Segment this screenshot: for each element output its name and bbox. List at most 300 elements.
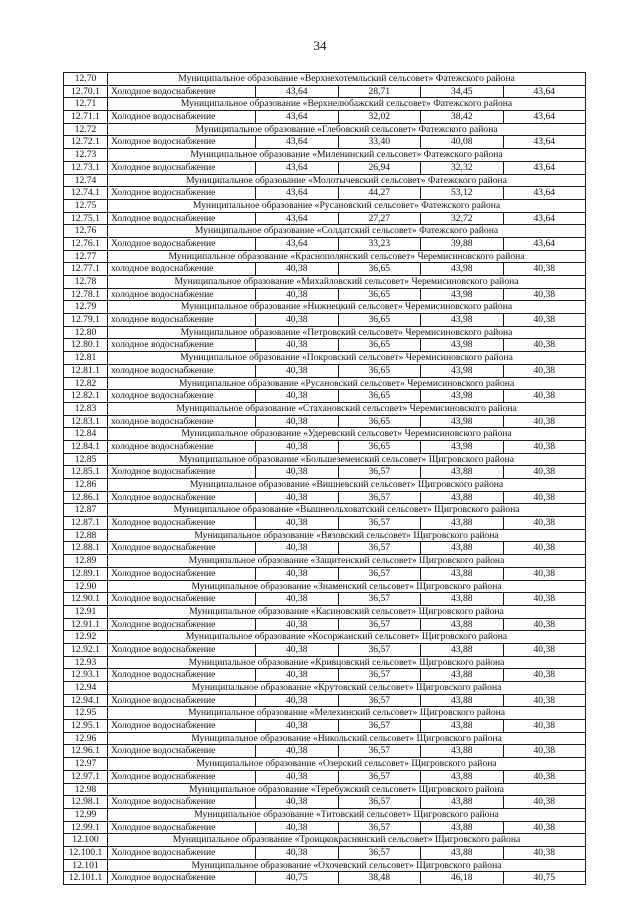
tariff-row [64, 339, 586, 352]
service-name: холодное водоснабжение [108, 364, 256, 377]
tariff-value: 43,64 [256, 212, 339, 225]
tariff-value: 40,38 [256, 263, 339, 276]
municipality-title: Муниципальное образование «Покровский сельсовет» Черемисиновского района [108, 352, 586, 365]
municipality-title: Муниципальное образование «Защитенский сельсовет» Щигровского района [108, 555, 586, 568]
tariff-value: 40,38 [503, 263, 586, 276]
tariff-code: 12.78.1 [64, 288, 108, 301]
tariff-row [64, 491, 586, 504]
tariff-row [64, 161, 586, 174]
tariff-code: 12.91.1 [64, 618, 108, 631]
tariff-value: 40,38 [256, 770, 339, 783]
tariff-row [64, 136, 586, 149]
municipality-title: Муниципальное образование «Верхнехотемльский сельсовет» Фатежского района [108, 73, 586, 86]
tariff-row [64, 872, 586, 885]
tariff-value: 43,88 [421, 669, 504, 682]
section-code: 12.75 [64, 199, 108, 212]
section-header-row [64, 250, 586, 263]
tariff-value: 40,38 [503, 517, 586, 530]
tariff-value: 43,88 [421, 542, 504, 555]
municipality-title: Муниципальное образование «Верхнелюбажский сельсовет» Фатежского района [108, 98, 586, 111]
tariff-value: 36,57 [338, 669, 421, 682]
municipality-title: Муниципальное образование «Троицкокраснянский сельсовет» Щигровского района [108, 834, 586, 847]
tariff-value: 43,88 [421, 821, 504, 834]
service-name: Холодное водоснабжение [108, 237, 256, 250]
tariff-value: 40,38 [503, 821, 586, 834]
section-code: 12.90 [64, 580, 108, 593]
section-code: 12.76 [64, 225, 108, 238]
service-name: Холодное водоснабжение [108, 745, 256, 758]
service-name: Холодное водоснабжение [108, 720, 256, 733]
tariff-value: 43,88 [421, 846, 504, 859]
service-name: Холодное водоснабжение [108, 85, 256, 98]
service-name: Холодное водоснабжение [108, 872, 256, 885]
tariff-value: 43,64 [256, 136, 339, 149]
section-code: 12.93 [64, 656, 108, 669]
tariff-value: 40,38 [256, 339, 339, 352]
tariff-code: 12.74.1 [64, 187, 108, 200]
page-number: 34 [313, 38, 327, 53]
section-header-row [64, 225, 586, 238]
tariff-value: 40,38 [503, 390, 586, 403]
service-name: Холодное водоснабжение [108, 491, 256, 504]
tariff-value: 40,38 [256, 694, 339, 707]
tariff-code: 12.79.1 [64, 314, 108, 327]
tariff-value: 40,38 [256, 846, 339, 859]
tariff-value: 40,38 [503, 542, 586, 555]
tariff-value: 40,38 [503, 643, 586, 656]
tariff-value: 36,57 [338, 466, 421, 479]
section-code: 12.101 [64, 859, 108, 872]
tariff-value: 40,38 [503, 796, 586, 809]
tariff-row [64, 821, 586, 834]
tariff-code: 12.100.1 [64, 846, 108, 859]
tariff-row [64, 669, 586, 682]
tariff-value: 40,38 [503, 745, 586, 758]
tariff-code: 12.84.1 [64, 440, 108, 453]
tariff-value: 40,38 [256, 364, 339, 377]
tariff-value: 36,65 [338, 288, 421, 301]
tariff-code: 12.72.1 [64, 136, 108, 149]
tariff-value: 43,98 [421, 364, 504, 377]
municipality-title: Муниципальное образование «Знаменский сельсовет» Щигровского района [108, 580, 586, 593]
tariff-value: 36,57 [338, 796, 421, 809]
tariff-value: 43,88 [421, 567, 504, 580]
tariff-row [64, 288, 586, 301]
section-header-row [64, 605, 586, 618]
section-header-row [64, 402, 586, 415]
tariff-value: 43,88 [421, 466, 504, 479]
tariff-value: 43,88 [421, 517, 504, 530]
tariff-row [64, 770, 586, 783]
municipality-title: Муниципальное образование «Мелехинский сельсовет» Щигровского района [108, 707, 586, 720]
tariff-value: 40,38 [256, 440, 339, 453]
tariff-code: 12.95.1 [64, 720, 108, 733]
section-header-row [64, 707, 586, 720]
tariff-row [64, 237, 586, 250]
tariff-row [64, 694, 586, 707]
service-name: Холодное водоснабжение [108, 593, 256, 606]
municipality-title: Муниципальное образование «Русановский сельсовет» Фатежского района [108, 199, 586, 212]
municipality-title: Муниципальное образование «Глебовский сельсовет» Фатежского района [108, 123, 586, 136]
tariff-value: 43,64 [256, 85, 339, 98]
section-code: 12.72 [64, 123, 108, 136]
tariff-value: 40,38 [503, 288, 586, 301]
section-header-row [64, 656, 586, 669]
section-code: 12.77 [64, 250, 108, 263]
tariff-value: 34,45 [421, 85, 504, 98]
section-header-row [64, 631, 586, 644]
tariff-value: 40,38 [256, 745, 339, 758]
tariff-value: 40,38 [256, 618, 339, 631]
municipality-title: Муниципальное образование «Касиновский сельсовет» Щигровского района [108, 605, 586, 618]
tariff-value: 36,57 [338, 542, 421, 555]
tariff-value: 43,64 [256, 187, 339, 200]
tariff-value: 36,65 [338, 364, 421, 377]
section-header-row [64, 377, 586, 390]
section-header-row [64, 732, 586, 745]
tariff-value: 43,64 [256, 237, 339, 250]
tariff-value: 36,65 [338, 390, 421, 403]
section-header-row [64, 834, 586, 847]
tariff-code: 12.92.1 [64, 643, 108, 656]
tariff-value: 43,98 [421, 440, 504, 453]
service-name: Холодное водоснабжение [108, 770, 256, 783]
tariff-value: 43,98 [421, 314, 504, 327]
tariff-value: 43,88 [421, 694, 504, 707]
municipality-title: Муниципальное образование «Кривцовский сельсовет» Щигровского района [108, 656, 586, 669]
tariff-value: 28,71 [338, 85, 421, 98]
tariff-code: 12.76.1 [64, 237, 108, 250]
tariff-value: 43,88 [421, 720, 504, 733]
tariff-row [64, 212, 586, 225]
service-name: Холодное водоснабжение [108, 846, 256, 859]
tariff-row [64, 567, 586, 580]
tariff-table-body [64, 73, 586, 885]
tariff-code: 12.82.1 [64, 390, 108, 403]
tariff-value: 53,12 [421, 187, 504, 200]
section-code: 12.84 [64, 428, 108, 441]
tariff-value: 46,18 [421, 872, 504, 885]
tariff-code: 12.99.1 [64, 821, 108, 834]
tariff-value: 36,65 [338, 440, 421, 453]
section-code: 12.80 [64, 326, 108, 339]
tariff-code: 12.98.1 [64, 796, 108, 809]
section-code: 12.92 [64, 631, 108, 644]
section-code: 12.85 [64, 453, 108, 466]
tariff-value: 39,88 [421, 237, 504, 250]
section-header-row [64, 326, 586, 339]
tariff-row [64, 745, 586, 758]
section-code: 12.79 [64, 301, 108, 314]
tariff-value: 38,42 [421, 111, 504, 124]
municipality-title: Муниципальное образование «Русановский сельсовет» Черемисиновского района [108, 377, 586, 390]
section-header-row [64, 174, 586, 187]
service-name: Холодное водоснабжение [108, 618, 256, 631]
tariff-value: 32,32 [421, 161, 504, 174]
tariff-value: 36,57 [338, 720, 421, 733]
section-header-row [64, 504, 586, 517]
tariff-value: 40,08 [421, 136, 504, 149]
section-code: 12.71 [64, 98, 108, 111]
tariff-value: 40,38 [256, 415, 339, 428]
tariff-value: 32,02 [338, 111, 421, 124]
tariff-value: 33,40 [338, 136, 421, 149]
tariff-code: 12.83.1 [64, 415, 108, 428]
tariff-value: 43,98 [421, 390, 504, 403]
tariff-table [63, 72, 586, 885]
tariff-value: 40,38 [503, 669, 586, 682]
section-header-row [64, 783, 586, 796]
tariff-code: 12.81.1 [64, 364, 108, 377]
tariff-row [64, 187, 586, 200]
section-code: 12.99 [64, 808, 108, 821]
tariff-value: 36,57 [338, 643, 421, 656]
tariff-value: 40,38 [256, 567, 339, 580]
tariff-value: 40,38 [503, 618, 586, 631]
municipality-title: Муниципальное образование «Нижнецкий сельсовет» Черемисиновского района [108, 301, 586, 314]
section-code: 12.86 [64, 479, 108, 492]
service-name: Холодное водоснабжение [108, 669, 256, 682]
tariff-value: 43,98 [421, 288, 504, 301]
tariff-row [64, 364, 586, 377]
service-name: холодное водоснабжение [108, 314, 256, 327]
section-header-row [64, 453, 586, 466]
tariff-row [64, 263, 586, 276]
tariff-value: 43,88 [421, 796, 504, 809]
service-name: Холодное водоснабжение [108, 111, 256, 124]
tariff-value: 36,65 [338, 314, 421, 327]
section-header-row [64, 580, 586, 593]
section-header-row [64, 859, 586, 872]
tariff-value: 43,64 [503, 85, 586, 98]
municipality-title: Муниципальное образование «Косоржанский сельсовет» Щигровского района [108, 631, 586, 644]
tariff-value: 40,38 [503, 720, 586, 733]
municipality-title: Муниципальное образование «Большеземенский сельсовет» Щигровского района [108, 453, 586, 466]
service-name: Холодное водоснабжение [108, 136, 256, 149]
section-code: 12.83 [64, 402, 108, 415]
section-code: 12.100 [64, 834, 108, 847]
tariff-value: 36,57 [338, 593, 421, 606]
tariff-value: 40,38 [256, 466, 339, 479]
tariff-row [64, 643, 586, 656]
tariff-row [64, 846, 586, 859]
tariff-value: 27,27 [338, 212, 421, 225]
service-name: холодное водоснабжение [108, 263, 256, 276]
tariff-value: 43,64 [256, 111, 339, 124]
section-code: 12.74 [64, 174, 108, 187]
service-name: холодное водоснабжение [108, 339, 256, 352]
tariff-value: 43,88 [421, 770, 504, 783]
tariff-value: 43,64 [503, 161, 586, 174]
tariff-row [64, 542, 586, 555]
section-header-row [64, 149, 586, 162]
tariff-value: 26,94 [338, 161, 421, 174]
tariff-value: 44,27 [338, 187, 421, 200]
municipality-title: Муниципальное образование «Никольский сельсовет» Щигровского района [108, 732, 586, 745]
municipality-title: Муниципальное образование «Солдатский сельсовет» Фатежского района [108, 225, 586, 238]
tariff-row [64, 517, 586, 530]
tariff-value: 36,65 [338, 415, 421, 428]
tariff-value: 43,88 [421, 745, 504, 758]
service-name: холодное водоснабжение [108, 440, 256, 453]
tariff-code: 12.89.1 [64, 567, 108, 580]
tariff-code: 12.90.1 [64, 593, 108, 606]
tariff-value: 40,38 [256, 314, 339, 327]
municipality-title: Муниципальное образование «Петровский сельсовет» Черемисиновского района [108, 326, 586, 339]
tariff-value: 40,38 [503, 567, 586, 580]
tariff-value: 36,57 [338, 517, 421, 530]
section-code: 12.87 [64, 504, 108, 517]
tariff-code: 12.73.1 [64, 161, 108, 174]
tariff-value: 40,38 [256, 542, 339, 555]
municipality-title: Муниципальное образование «Озерский сельсовет» Щигровского района [108, 758, 586, 771]
service-name: Холодное водоснабжение [108, 796, 256, 809]
service-name: Холодное водоснабжение [108, 212, 256, 225]
municipality-title: Муниципальное образование «Теребужский сельсовет» Щигровского района [108, 783, 586, 796]
tariff-code: 12.87.1 [64, 517, 108, 530]
tariff-value: 43,98 [421, 339, 504, 352]
tariff-row [64, 466, 586, 479]
tariff-value: 40,38 [503, 466, 586, 479]
section-code: 12.97 [64, 758, 108, 771]
section-header-row [64, 758, 586, 771]
tariff-value: 43,88 [421, 491, 504, 504]
service-name: холодное водоснабжение [108, 415, 256, 428]
municipality-title: Муниципальное образование «Охочевский сельсовет» Щигровского района [108, 859, 586, 872]
tariff-value: 40,75 [503, 872, 586, 885]
service-name: Холодное водоснабжение [108, 517, 256, 530]
tariff-value: 40,38 [256, 821, 339, 834]
municipality-title: Муниципальное образование «Михайловский сельсовет» Черемисиновского района [108, 276, 586, 289]
tariff-code: 12.77.1 [64, 263, 108, 276]
tariff-row [64, 390, 586, 403]
section-code: 12.95 [64, 707, 108, 720]
tariff-value: 40,38 [503, 846, 586, 859]
municipality-title: Муниципальное образование «Вышнеольховатский сельсовет» Щигровского района [108, 504, 586, 517]
tariff-row [64, 314, 586, 327]
section-header-row [64, 808, 586, 821]
section-code: 12.81 [64, 352, 108, 365]
tariff-value: 36,57 [338, 567, 421, 580]
tariff-value: 40,75 [256, 872, 339, 885]
tariff-code: 12.85.1 [64, 466, 108, 479]
section-header-row [64, 301, 586, 314]
section-header-row [64, 682, 586, 695]
section-header-row [64, 555, 586, 568]
service-name: Холодное водоснабжение [108, 466, 256, 479]
municipality-title: Муниципальное образование «Вишневский сельсовет» Щигровского района [108, 479, 586, 492]
tariff-value: 36,57 [338, 821, 421, 834]
section-header-row [64, 428, 586, 441]
tariff-value: 40,38 [503, 339, 586, 352]
tariff-value: 40,38 [256, 643, 339, 656]
tariff-value: 36,57 [338, 846, 421, 859]
section-header-row [64, 199, 586, 212]
tariff-code: 12.96.1 [64, 745, 108, 758]
tariff-value: 40,38 [256, 796, 339, 809]
tariff-value: 43,88 [421, 593, 504, 606]
tariff-row [64, 720, 586, 733]
tariff-value: 40,38 [256, 669, 339, 682]
tariff-value: 40,38 [503, 491, 586, 504]
service-name: Холодное водоснабжение [108, 694, 256, 707]
section-code: 12.73 [64, 149, 108, 162]
tariff-value: 40,38 [503, 770, 586, 783]
tariff-code: 12.88.1 [64, 542, 108, 555]
tariff-code: 12.86.1 [64, 491, 108, 504]
municipality-title: Муниципальное образование «Удеревский сельсовет» Черемисиновского района [108, 428, 586, 441]
tariff-value: 36,57 [338, 694, 421, 707]
tariff-code: 12.80.1 [64, 339, 108, 352]
tariff-row [64, 440, 586, 453]
tariff-value: 36,57 [338, 491, 421, 504]
tariff-row [64, 415, 586, 428]
tariff-value: 33,23 [338, 237, 421, 250]
municipality-title: Муниципальное образование «Титовский сельсовет» Щигровского района [108, 808, 586, 821]
section-code: 12.78 [64, 276, 108, 289]
tariff-value: 36,57 [338, 770, 421, 783]
tariff-code: 12.97.1 [64, 770, 108, 783]
tariff-value: 43,98 [421, 263, 504, 276]
section-header-row [64, 123, 586, 136]
service-name: Холодное водоснабжение [108, 567, 256, 580]
tariff-value: 43,64 [503, 111, 586, 124]
tariff-code: 12.94.1 [64, 694, 108, 707]
municipality-title: Муниципальное образование «Вязовский сельсовет» Щигровского района [108, 529, 586, 542]
tariff-row [64, 796, 586, 809]
tariff-code: 12.71.1 [64, 111, 108, 124]
service-name: Холодное водоснабжение [108, 161, 256, 174]
tariff-value: 43,64 [503, 237, 586, 250]
section-code: 12.91 [64, 605, 108, 618]
service-name: холодное водоснабжение [108, 390, 256, 403]
tariff-value: 36,65 [338, 263, 421, 276]
section-code: 12.70 [64, 73, 108, 86]
tariff-row [64, 111, 586, 124]
section-code: 12.94 [64, 682, 108, 695]
tariff-value: 43,98 [421, 415, 504, 428]
section-header-row [64, 529, 586, 542]
tariff-value: 43,88 [421, 643, 504, 656]
tariff-value: 43,64 [503, 212, 586, 225]
tariff-code: 12.93.1 [64, 669, 108, 682]
tariff-value: 40,38 [503, 314, 586, 327]
tariff-value: 40,38 [256, 593, 339, 606]
tariff-value: 36,65 [338, 339, 421, 352]
tariff-value: 40,38 [256, 390, 339, 403]
section-header-row [64, 479, 586, 492]
service-name: Холодное водоснабжение [108, 643, 256, 656]
municipality-title: Муниципальное образование «Стахановский сельсовет» Черемисиновского района [108, 402, 586, 415]
tariff-value: 36,57 [338, 618, 421, 631]
tariff-value: 38,48 [338, 872, 421, 885]
service-name: Холодное водоснабжение [108, 821, 256, 834]
tariff-row [64, 593, 586, 606]
section-code: 12.82 [64, 377, 108, 390]
service-name: холодное водоснабжение [108, 288, 256, 301]
tariff-code: 12.101.1 [64, 872, 108, 885]
tariff-value: 40,38 [503, 593, 586, 606]
tariff-value: 43,88 [421, 618, 504, 631]
tariff-value: 40,38 [256, 491, 339, 504]
tariff-value: 40,38 [503, 364, 586, 377]
service-name: Холодное водоснабжение [108, 542, 256, 555]
tariff-value: 43,64 [503, 136, 586, 149]
section-header-row [64, 73, 586, 86]
section-header-row [64, 352, 586, 365]
tariff-code: 12.70.1 [64, 85, 108, 98]
section-header-row [64, 98, 586, 111]
